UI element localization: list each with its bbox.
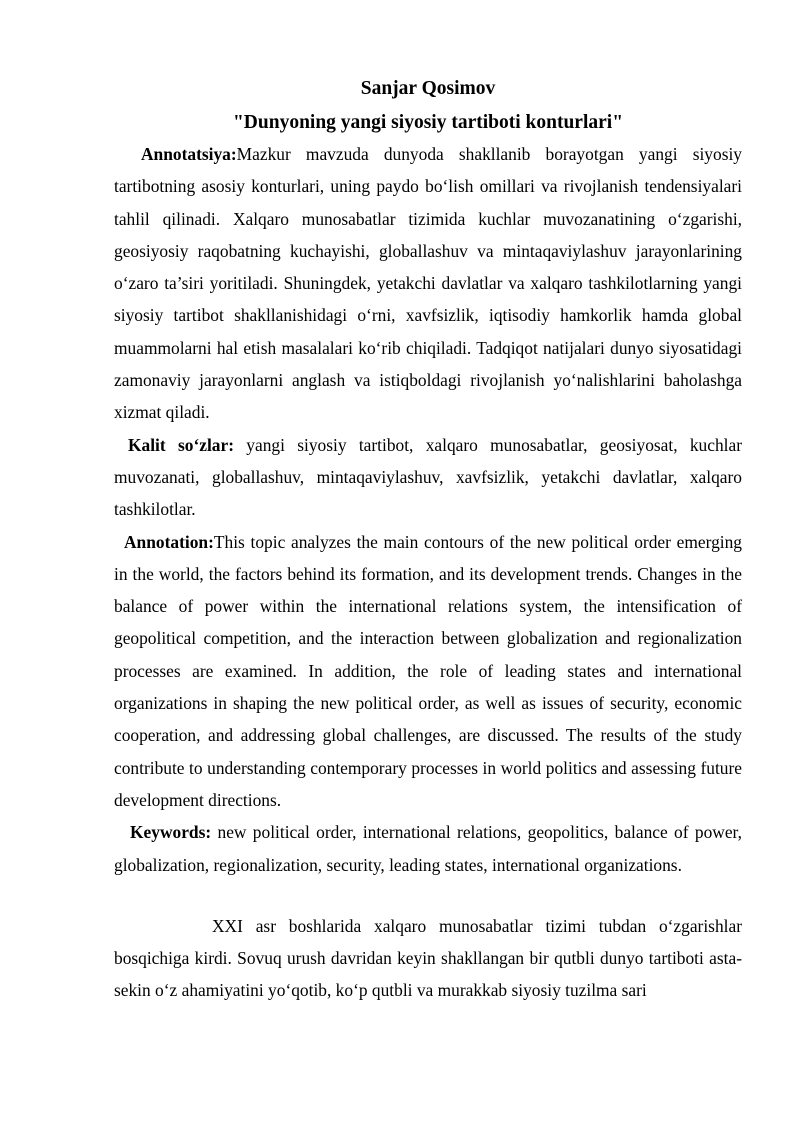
keywords-uz-paragraph xyxy=(114,429,742,526)
annotation-en-label: Annotation: xyxy=(124,531,214,552)
keywords-en-text: new political order, international relations, geopolitics, balance of power, globalization, regionalization, security, leading states, international organizations. xyxy=(114,822,742,875)
keywords-uz-text: yangi siyosiy tartibot, xalqaro munosabatlar, geosiyosat, kuchlar muvozanati, globallashuv, mintaqaviylashuv, xavfsizlik, yetakchi davlatlar, xalqaro tashkilotlar. xyxy=(114,434,742,520)
keywords-en-paragraph xyxy=(114,816,742,881)
author-name: Sanjar Qosimov xyxy=(360,78,496,99)
keywords-uz-label: Kalit so‘zlar: xyxy=(128,434,234,455)
keywords-en-label: Keywords: xyxy=(130,822,212,843)
annotation-en-text: This topic analyzes the main contours of the new political order emerging in the world, the factors behind its formation, and its development trends. Changes in the balance of power within the international relations system, the intensification of geopolitical competition, and the interaction between globalization and regionalization processes are examined. In addition, the role of leading states and international organizations in shaping the new political order, as well as issues of security, economic cooperation, and addressing global challenges, are discussed. The results of the study contribute to understanding contemporary processes in world politics and assessing future development directions. xyxy=(114,531,742,810)
annotation-en-paragraph xyxy=(114,526,742,817)
annotation-uz-text: Mazkur mavzuda dunyoda shakllanib borayotgan yangi siyosiy tartibotning asosiy konturlari, uning paydo bo‘lish omillari va rivojlanish tendensiyalari tahlil qilinadi. Xalqaro munosabatlar tizimida kuchlar muvozanatining o‘zgarishi, geosiyosiy raqobatning kuchayishi, globallashuv va mintaqaviylashuv jarayonlarining o‘zaro ta’siri yoritiladi. Shuningdek, yetakchi davlatlar va xalqaro tashkilotlarning yangi siyosiy tartibot shakllanishidagi o‘rni, xavfsizlik, iqtisodiy hamkorlik hamda global muammolarni hal etish masalalari ko‘rib chiqiladi. Tadqiqot natijalari dunyo siyosatidagi zamonaviy jarayonlarni anglash va istiqboldagi rivojlanish yo‘nalishlarini baholashga xizmat qiladi. xyxy=(114,144,742,423)
annotation-uz-label: Annotatsiya: xyxy=(141,144,237,164)
article-title: "Dunyoning yangi siyosiy tartiboti konturlari" xyxy=(232,112,624,133)
body-paragraph: XXI asr boshlarida xalqaro munosabatlar tizimi tubdan o‘zgarishlar bosqichiga kirdi. Sovuq urush davridan keyin shakllangan bir qutbli dunyo tartiboti asta-sekin o‘z ahamiyatini yo‘qotib, ko‘p qutbli va murakkab siyosiy tuzilma sari xyxy=(114,915,742,1001)
document-page xyxy=(114,74,742,1007)
annotation-uz-paragraph xyxy=(114,138,742,429)
